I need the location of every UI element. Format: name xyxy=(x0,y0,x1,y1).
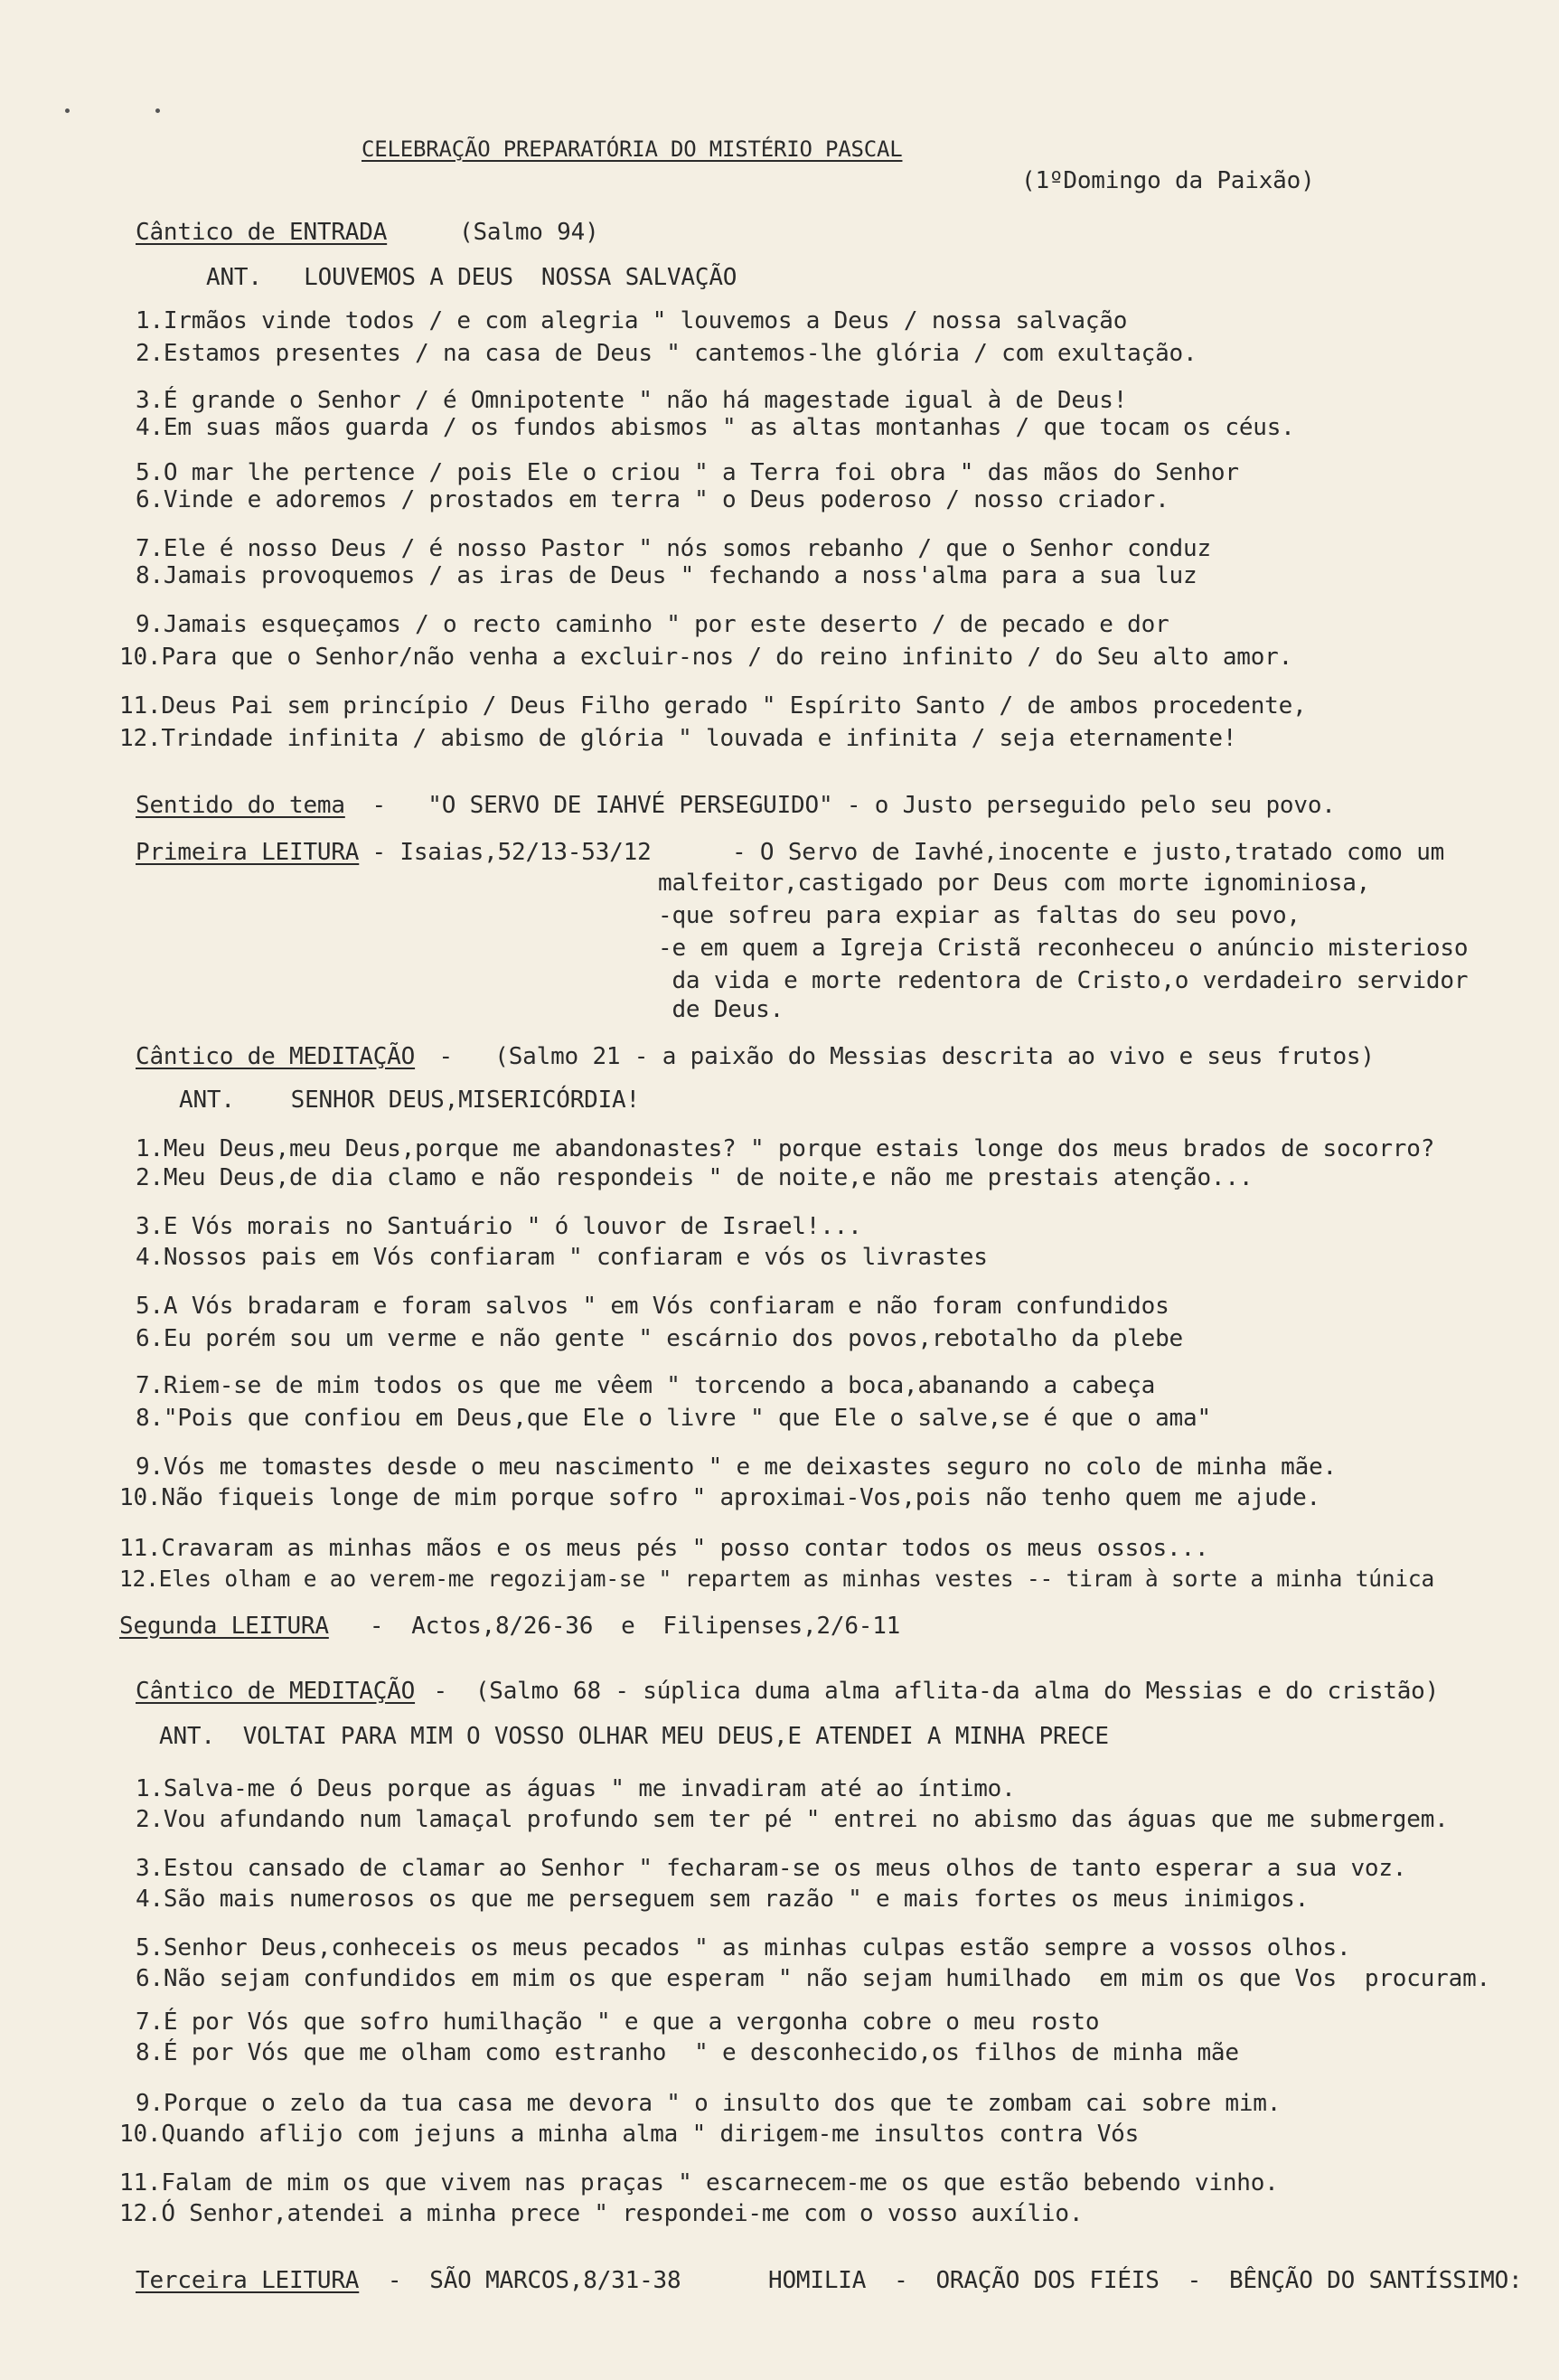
primeira-line: -que sofreu para expiar as faltas do seu povo, xyxy=(658,902,1301,929)
entrada-label: Cântico de ENTRADA xyxy=(136,219,388,246)
meditacao2-verse: 8.É por Vós que me olham como estranho " e desconhecido,os filhos de minha mãe xyxy=(136,2039,1239,2066)
sentido-text: - "O SERVO DE IAHVÉ PERSEGUIDO" - o Justo perseguido pelo seu povo. xyxy=(358,792,1336,819)
paper-speck xyxy=(155,108,160,113)
meditacao2-verse: 1.Salva-me ó Deus porque as águas " me invadiram até ao íntimo. xyxy=(136,1775,1016,1802)
meditacao1-verse: 2.Meu Deus,de dia clamo e não respondeis " de noite,e não me prestais atenção... xyxy=(136,1164,1254,1191)
meditacao1-verse: 4.Nossos pais em Vós confiaram " confiaram e vós os livrastes xyxy=(136,1244,988,1271)
primeira-label: Primeira LEITURA xyxy=(136,839,360,866)
meditacao1-verse: 3.E Vós morais no Santuário " ó louvor de Israel!... xyxy=(136,1213,862,1240)
document-title: CELEBRAÇÃO PREPARATÓRIA DO MISTÉRIO PASCAL xyxy=(362,136,903,162)
primeira-line: da vida e morte redentora de Cristo,o verdadeiro servidor xyxy=(658,967,1469,994)
meditacao1-verse: 12.Eles olham e ao verem-me regozijam-se " repartem as minhas vestes -- tiram à sorte a minha túnica xyxy=(119,1566,1435,1592)
paper-speck xyxy=(65,108,70,113)
entrada-verse: 8.Jamais provoquemos / as iras de Deus " fechando a noss'alma para a sua luz xyxy=(136,562,1197,589)
entrada-verse: 4.Em suas mãos guarda / os fundos abismos " as altas montanhas / que tocam os céus. xyxy=(136,414,1295,441)
entrada-verse: 6.Vinde e adoremos / prostados em terra " o Deus poderoso / nosso criador. xyxy=(136,486,1169,513)
meditacao1-verse: 1.Meu Deus,meu Deus,porque me abandonastes? " porque estais longe dos meus brados de socorro? xyxy=(136,1135,1435,1162)
primeira-ref: - Isaias,52/13-53/12 xyxy=(358,839,652,866)
entrada-verse: 5.O mar lhe pertence / pois Ele o criou " a Terra foi obra " das mãos do Senhor xyxy=(136,459,1239,486)
meditacao1-label: Cântico de MEDITAÇÃO xyxy=(136,1043,416,1070)
document-subtitle: (1ºDomingo da Paixão) xyxy=(1021,167,1315,194)
sentido-label: Sentido do tema xyxy=(136,792,345,819)
segunda-ref: - Actos,8/26-36 e Filipenses,2/6-11 xyxy=(342,1613,901,1640)
meditacao1-verse: 10.Não fiqueis longe de mim porque sofro " aproximai-Vos,pois não tenho quem me ajude. xyxy=(119,1484,1320,1511)
meditacao2-verse: 4.São mais numerosos os que me perseguem sem razão " e mais fortes os meus inimigos. xyxy=(136,1886,1310,1913)
primeira-line: -e em quem a Igreja Cristã reconheceu o anúncio misterioso xyxy=(658,935,1469,962)
meditacao1-verse: 7.Riem-se de mim todos os que me vêem " torcendo a boca,abanando a cabeça xyxy=(136,1372,1156,1399)
primeira-line: - O Servo de Iavhé,inocente e justo,tratado como um xyxy=(732,839,1445,866)
primeira-line: de Deus. xyxy=(658,996,784,1023)
closing-line: HOMILIA - ORAÇÃO DOS FIÉIS - BÊNÇÃO DO SANTÍSSIMO: xyxy=(768,2267,1523,2294)
entrada-verse: 11.Deus Pai sem princípio / Deus Filho gerado " Espírito Santo / de ambos procedente, xyxy=(119,692,1307,720)
entrada-verse: 7.Ele é nosso Deus / é nosso Pastor " nós somos rebanho / que o Senhor conduz xyxy=(136,535,1211,562)
meditacao2-verse: 10.Quando aflijo com jejuns a minha alma " dirigem-me insultos contra Vós xyxy=(119,2121,1140,2148)
entrada-verse: 2.Estamos presentes / na casa de Deus " cantemos-lhe glória / com exultação. xyxy=(136,340,1197,367)
entrada-verse: 12.Trindade infinita / abismo de glória " louvada e infinita / seja eternamente! xyxy=(119,725,1237,752)
entrada-verse: 9.Jamais esqueçamos / o recto caminho " por este deserto / de pecado e dor xyxy=(136,611,1169,638)
meditacao1-antiphon: ANT. SENHOR DEUS,MISERICÓRDIA! xyxy=(179,1087,640,1114)
meditacao1-desc: - (Salmo 21 - a paixão do Messias descrita ao vivo e seus frutos) xyxy=(425,1043,1375,1070)
meditacao2-label: Cântico de MEDITAÇÃO xyxy=(136,1678,416,1705)
meditacao1-verse: 11.Cravaram as minhas mãos e os meus pés " posso contar todos os meus ossos... xyxy=(119,1535,1209,1562)
entrada-verse: 1.Irmãos vinde todos / e com alegria " louvemos a Deus / nossa salvação xyxy=(136,307,1128,334)
meditacao2-verse: 3.Estou cansado de clamar ao Senhor " fecharam-se os meus olhos de tanto esperar a sua voz. xyxy=(136,1855,1407,1882)
entrada-psalm: (Salmo 94) xyxy=(459,219,599,246)
terceira-label: Terceira LEITURA xyxy=(136,2267,360,2294)
segunda-label: Segunda LEITURA xyxy=(119,1613,329,1640)
meditacao2-verse: 11.Falam de mim os que vivem nas praças " escarnecem-me os que estão bebendo vinho. xyxy=(119,2169,1279,2197)
meditacao2-antiphon: ANT. VOLTAI PARA MIM O VOSSO OLHAR MEU DEUS,E ATENDEI A MINHA PRECE xyxy=(159,1723,1109,1750)
meditacao2-verse: 7.É por Vós que sofro humilhação " e que a vergonha cobre o meu rosto xyxy=(136,2008,1100,2036)
meditacao1-verse: 9.Vós me tomastes desde o meu nascimento " e me deixastes seguro no colo de minha mãe. xyxy=(136,1453,1337,1481)
meditacao2-verse: 2.Vou afundando num lamaçal profundo sem ter pé " entrei no abismo das águas que me submergem. xyxy=(136,1806,1449,1833)
primeira-line: malfeitor,castigado por Deus com morte ignominiosa, xyxy=(658,870,1371,897)
terceira-ref: - SÃO MARCOS,8/31-38 xyxy=(360,2267,681,2294)
meditacao2-verse: 12.Ó Senhor,atendei a minha prece " respondei-me com o vosso auxílio. xyxy=(119,2200,1084,2227)
meditacao2-verse: 5.Senhor Deus,conheceis os meus pecados " as minhas culpas estão sempre a vossos olhos. xyxy=(136,1934,1351,1961)
meditacao2-verse: 6.Não sejam confundidos em mim os que esperam " não sejam humilhado em mim os que Vos procuram. xyxy=(136,1965,1490,1992)
entrada-verse: 3.É grande o Senhor / é Omnipotente " não há magestade igual à de Deus! xyxy=(136,387,1128,414)
entrada-antiphon: ANT. LOUVEMOS A DEUS NOSSA SALVAÇÃO xyxy=(206,264,737,291)
entrada-verse: 10.Para que o Senhor/não venha a excluir-nos / do reino infinito / do Seu alto amor. xyxy=(119,644,1293,671)
meditacao2-desc: - (Salmo 68 - súplica duma alma aflita-da alma do Messias e do cristão) xyxy=(419,1678,1440,1705)
meditacao2-verse: 9.Porque o zelo da tua casa me devora " o insulto dos que te zombam cai sobre mim. xyxy=(136,2090,1282,2117)
meditacao1-verse: 6.Eu porém sou um verme e não gente " escárnio dos povos,rebotalho da plebe xyxy=(136,1325,1183,1352)
meditacao1-verse: 5.A Vós bradaram e foram salvos " em Vós confiaram e não foram confundidos xyxy=(136,1293,1169,1320)
meditacao1-verse: 8."Pois que confiou em Deus,que Ele o livre " que Ele o salve,se é que o ama" xyxy=(136,1405,1211,1432)
